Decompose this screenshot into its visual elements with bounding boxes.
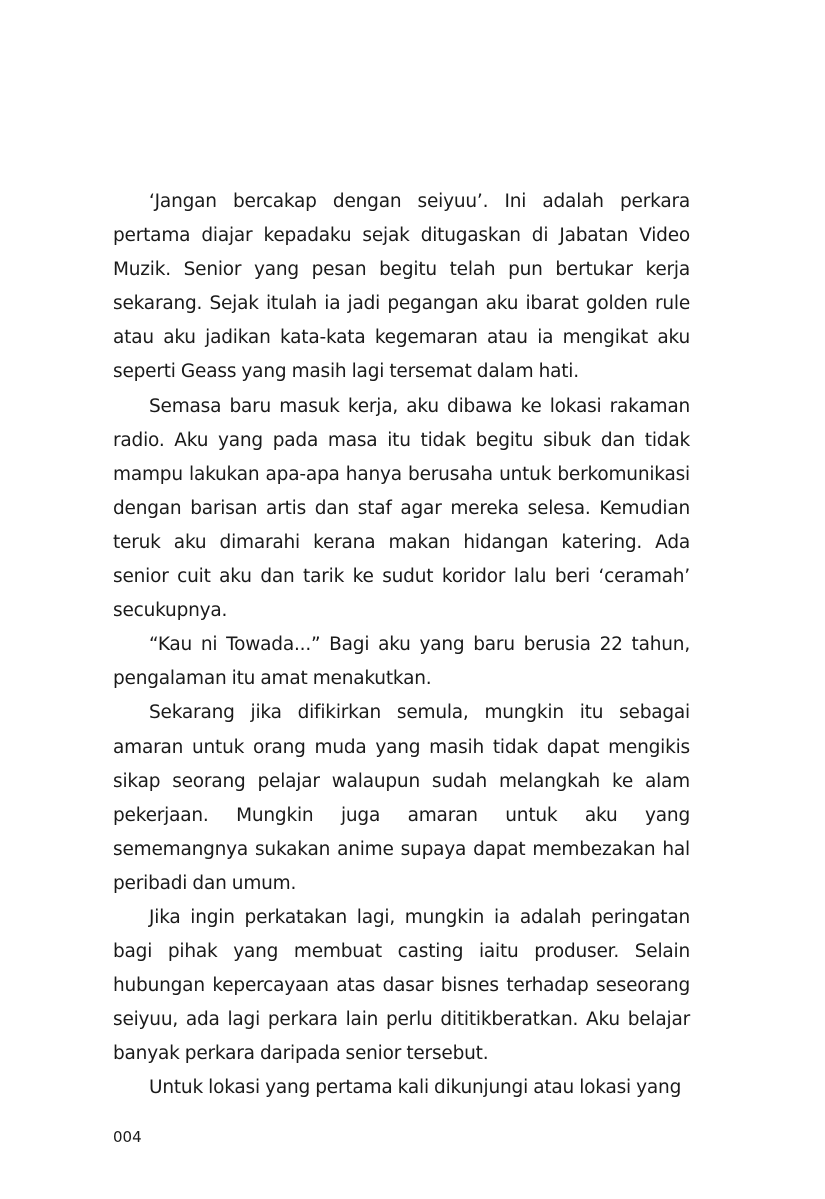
paragraph: ‘Jangan bercakap dengan seiyuu’. Ini adalah perkara pertama diajar kepadaku sejak ditugaskan di Jabatan Video Muzik. Senior yang pesan begitu telah pun bertukar kerja sekarang. Sejak itulah ia jadi pegangan aku ibarat golden rule atau aku jadikan kata-kata kegemaran atau ia mengikat aku seperti Geass yang masih lagi tersemat dalam hati.: [113, 191, 690, 383]
page-number: 004: [113, 1128, 142, 1146]
paragraph: “Kau ni Towada...” Bagi aku yang baru berusia 22 tahun, pengalaman itu amat menakutkan.: [113, 634, 690, 690]
paragraph: Untuk lokasi yang pertama kali dikunjungi atau lokasi yang: [149, 1077, 682, 1099]
paragraph: Sekarang jika difikirkan semula, mungkin itu sebagai amaran untuk orang muda yang masih tidak dapat mengikis sikap seorang pelajar walaupun sudah melangkah ke alam pekerjaan. Mungkin juga amaran untuk aku yang sememangnya sukakan anime supaya dapat membezakan hal peribadi dan umum.: [113, 702, 690, 894]
paragraph: Semasa baru masuk kerja, aku dibawa ke lokasi rakaman radio. Aku yang pada masa itu tidak begitu sibuk dan tidak mampu lakukan apa-apa hanya berusaha untuk berkomunikasi dengan barisan artis dan staf agar mereka selesa. Kemudian teruk aku dimarahi kerana makan hidangan katering. Ada senior cuit aku dan tarik ke sudut koridor lalu beri ‘ceramah’ secukupnya.: [113, 395, 690, 622]
paragraph: Jika ingin perkatakan lagi, mungkin ia adalah peringatan bagi pihak yang membuat casting iaitu produser. Selain hubungan kepercayaan atas dasar bisnes terhadap seseorang seiyuu, ada lagi perkara lain perlu dititikberatkan. Aku belajar banyak perkara daripada senior tersebut.: [113, 906, 690, 1065]
body-text: [113, 185, 690, 1106]
